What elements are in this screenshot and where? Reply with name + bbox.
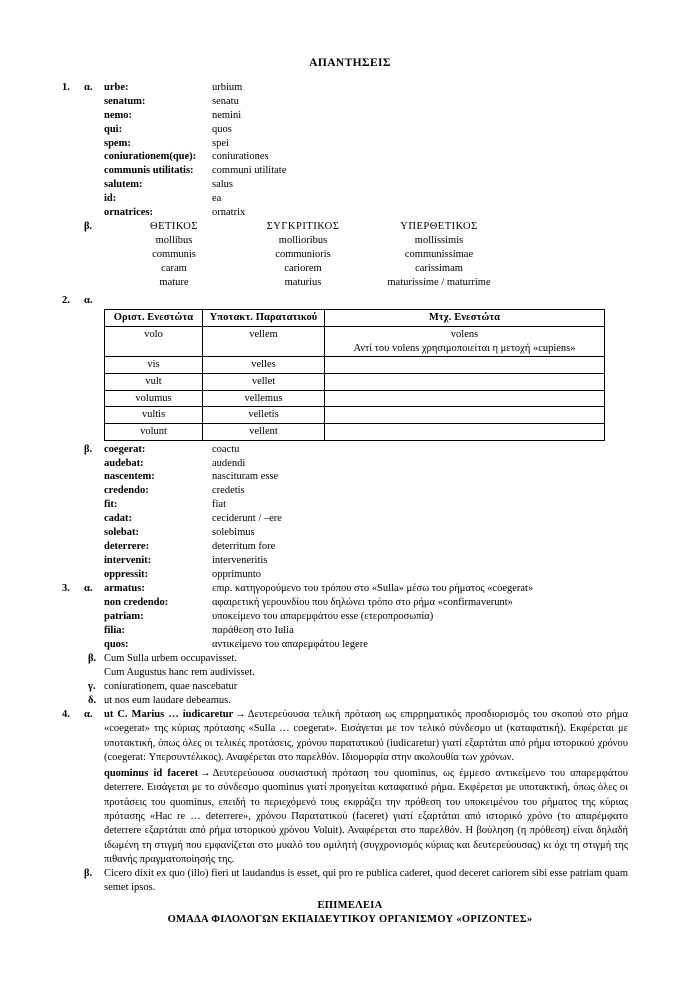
list-item — [104, 178, 628, 192]
term: senatum: — [104, 95, 146, 107]
column-header-indicative-present: Οριστ. Ενεστώτα — [105, 310, 203, 327]
cell-indicative: vult — [105, 374, 203, 391]
cell: carissimam — [415, 263, 463, 275]
term: salutem: — [104, 179, 143, 191]
cell: mollioribus — [278, 235, 328, 247]
list-item — [104, 540, 628, 554]
list-item — [104, 137, 628, 151]
q4a-paragraph-2 — [104, 767, 628, 867]
degrees-table — [110, 220, 510, 290]
answer-text: Cum Augustus hanc rem audivisset. — [104, 666, 255, 678]
column-header-positive: ΘΕΤΙΚΟΣ — [150, 221, 198, 233]
cell-indicative: vis — [105, 357, 203, 374]
answer-line — [84, 694, 628, 708]
question-3a-letter: α. — [84, 583, 93, 595]
answer-line — [84, 680, 628, 694]
term: qui: — [104, 123, 123, 135]
question-1b-letter: β. — [84, 221, 93, 233]
question-2 — [62, 294, 628, 307]
list-item — [104, 526, 628, 540]
column-header-present-participle: Μτχ. Ενεστώτα — [325, 310, 605, 327]
cell: mollibus — [155, 235, 193, 247]
cell: maturissime / maturrime — [387, 277, 491, 289]
gloss: παράθεση στο Iulia — [212, 624, 294, 636]
question-4a-letter: α. — [84, 709, 93, 721]
cell: mature — [159, 277, 189, 289]
gloss: ea — [212, 193, 222, 205]
cell: communis — [152, 249, 196, 261]
answer-text: coniurationem, quae nascebatur — [104, 681, 238, 692]
table-row — [105, 390, 605, 407]
term: non credendo: — [104, 597, 169, 609]
term: credendo: — [104, 485, 149, 497]
gloss: spei — [212, 137, 229, 149]
arrow-icon: → — [200, 768, 211, 780]
list-item — [104, 81, 628, 95]
gloss: ceciderunt / –ere — [212, 513, 282, 525]
arrow-icon: → — [235, 709, 246, 721]
table-row — [110, 276, 510, 290]
column-header-comparative: ΣΥΓΚΡΙΤΙΚΟΣ — [266, 221, 340, 233]
list-item — [104, 457, 628, 471]
table-row — [110, 234, 510, 248]
gloss: coactu — [212, 443, 240, 455]
cell-participle — [325, 327, 605, 357]
term: coniurationem(que): — [104, 151, 197, 163]
q3a-syntax-list — [104, 582, 628, 652]
list-item — [104, 512, 628, 526]
gloss: αφαιρετική γερουνδίου που δηλώνει τρόπο στο ρήμα «confirmaverunt» — [212, 597, 513, 609]
cell-indicative: volo — [105, 327, 203, 357]
table-row — [110, 248, 510, 262]
term: deterrere: — [104, 541, 150, 553]
answer-text: Cum Sulla urbem occupavisset. — [104, 652, 237, 664]
question-4b — [62, 867, 628, 896]
q1a-word-list — [104, 81, 628, 221]
question-4-number: 4. — [62, 709, 70, 721]
list-item — [104, 554, 628, 568]
gloss: senatu — [212, 95, 239, 107]
term: cadat: — [104, 513, 132, 525]
cell-subjunctive: vellet — [203, 374, 325, 391]
question-2-number: 2. — [62, 295, 70, 307]
table-row — [105, 423, 605, 440]
question-3c-letter: γ. — [88, 681, 96, 692]
list-item — [104, 624, 628, 638]
cell-participle — [325, 374, 605, 391]
gloss: deterritum fore — [212, 541, 276, 553]
list-item — [104, 150, 628, 164]
paragraph-text: Δευτερεύουσα ουσιαστική πρόταση του quominus, ως έμμεσο αντικείμενο του απαρεμφάτου deterrere. Εισάγεται με το σύνδεσμο quominus γιατί προηγείται καταφατικό ρήμα. Εκφέρεται με υποτακτική, όπως όλες οι προτάσεις του quominus, επειδή το περιεχόμενό τους εκφράζει την πρόθεση του υποκειμένου του ρήματος της κύριας πρότασης «Hac re … deterrere», χρόνου Παρατατικού (faceret) γιατί εξαρτάται από ιστορικό χρόνο (το απαρέμφατο deterrere εξαρτάται από ρήμα ιστορικού χρόνου Voluit). Αναφέρεται στο παρελθόν. Η βούληση (η πρόθεση) είναι δηλαδή ιδωμένη τη στιγμή που εμφανίζεται στο μυαλό του ομιλητή (συγχρονισμός κύριας και δευτερεύουσας) κι όχι τη στιγμή της πιθανής πραγματοποίησής της. — [104, 768, 628, 865]
participle-form: volens — [450, 329, 479, 341]
list-item — [104, 638, 628, 652]
footer-line-1: ΕΠΙΜΕΛΕΙΑ — [317, 899, 383, 911]
gloss: fiat — [212, 499, 226, 511]
question-3d-letter: δ. — [88, 695, 97, 707]
column-header-superlative: ΥΠΕΡΘΕΤΙΚΟΣ — [400, 221, 478, 233]
gloss: interveneritis — [212, 555, 268, 567]
footer-line-2: ΟΜΑΔΑ ΦΙΛΟΛΟΓΩΝ ΕΚΠΑΙΔΕΥΤΙΚΟΥ ΟΡΓΑΝΙΣΜΟΥ «ΟΡΙΖΟΝΤΕΣ» — [167, 914, 533, 926]
list-item — [104, 470, 628, 484]
gloss: opprimunto — [212, 569, 261, 581]
cell: caram — [161, 263, 187, 275]
cell-subjunctive: vellem — [203, 327, 325, 357]
table-row — [105, 357, 605, 374]
term: spem: — [104, 137, 131, 149]
question-2a-letter: α. — [84, 295, 93, 307]
question-2a-table-wrap — [62, 307, 628, 440]
table-row — [110, 262, 510, 276]
table-header-row — [110, 220, 510, 234]
list-item — [104, 443, 628, 457]
footer-credits — [0, 899, 700, 928]
gloss: salus — [212, 179, 233, 191]
page-title: ΑΠΑΝΤΗΣΕΙΣ — [309, 57, 391, 69]
list-item — [104, 498, 628, 512]
cell-subjunctive: velles — [203, 357, 325, 374]
list-item — [104, 582, 628, 596]
lemma: quominus id faceret — [104, 768, 199, 780]
term: ornatrices: — [104, 207, 153, 219]
list-item — [104, 192, 628, 206]
q4b-answer-text: Cicero dixit ex quo (illo) fieri ut laudandus is esset, qui pro re publica caderet, quod deceret cariorem sibi esse patriam quam semet ipsos. — [104, 868, 628, 894]
cell-indicative: vultis — [105, 407, 203, 424]
question-4 — [62, 708, 628, 867]
question-2b — [62, 443, 628, 583]
term: nemo: — [104, 109, 132, 121]
cell: mollissimis — [414, 235, 464, 247]
table-row — [105, 407, 605, 424]
question-3-number: 3. — [62, 583, 70, 595]
question-2b-letter: β. — [84, 443, 93, 455]
gloss: quos — [212, 123, 232, 135]
gloss: αντικείμενο του απαρεμφάτου legere — [212, 638, 368, 650]
list-item — [104, 596, 628, 610]
list-item — [104, 610, 628, 624]
cell-indicative: volumus — [105, 390, 203, 407]
term: audebat: — [104, 457, 144, 469]
list-item — [104, 206, 628, 220]
question-3 — [62, 582, 628, 652]
cell: communioris — [275, 249, 331, 261]
gloss: ornatrix — [212, 207, 246, 219]
answer-line — [84, 652, 628, 666]
q4a-paragraph-1 — [104, 708, 628, 765]
list-item — [104, 109, 628, 123]
gloss: solebimus — [212, 527, 255, 539]
question-3b — [62, 652, 628, 708]
cell-participle — [325, 390, 605, 407]
question-4b-letter: β. — [84, 868, 93, 880]
term: filia: — [104, 624, 125, 636]
cell-subjunctive: vellemus — [203, 390, 325, 407]
list-item — [104, 164, 628, 178]
cell-subjunctive: velletis — [203, 407, 325, 424]
cell-participle — [325, 423, 605, 440]
gloss: audendi — [212, 457, 246, 469]
table-row — [105, 374, 605, 391]
cell: cariorem — [284, 263, 322, 275]
gloss: υποκείμενο του απαρεμφάτου esse (ετεροπροσωπία) — [212, 611, 434, 623]
gloss: communi utilitate — [212, 165, 287, 177]
q2b-word-list — [104, 443, 628, 583]
term: nascentem: — [104, 471, 155, 483]
term: fit: — [104, 499, 118, 511]
table-header-row — [105, 310, 605, 327]
question-1a-letter: α. — [84, 81, 93, 93]
term: patriam: — [104, 611, 144, 623]
cell: communissimae — [404, 249, 474, 261]
list-item — [104, 123, 628, 137]
gloss: urbium — [212, 81, 243, 93]
answer-line — [84, 666, 628, 680]
list-item — [104, 568, 628, 582]
column-header-subjunctive-imperfect: Υποτακτ. Παρατατικού — [203, 310, 325, 327]
list-item — [104, 484, 628, 498]
question-3b-letter: β. — [88, 652, 97, 664]
term: urbe: — [104, 81, 129, 93]
gloss: credetis — [212, 485, 245, 497]
term: intervenit: — [104, 555, 152, 567]
gloss: nemini — [212, 109, 242, 121]
term: communis utilitatis: — [104, 165, 194, 177]
question-1b — [62, 220, 628, 290]
cell-participle — [325, 357, 605, 374]
cell: maturius — [284, 277, 322, 289]
gloss: επιρ. κατηγορούμενο του τρόπου στο «Sulla» μέσω του ρήματος «coegerat» — [212, 583, 534, 595]
term: quos: — [104, 638, 129, 650]
gloss: nascituram esse — [212, 471, 279, 483]
cell-subjunctive: vellent — [203, 423, 325, 440]
cell-participle — [325, 407, 605, 424]
answer-text: ut nos eum laudare debeamus. — [104, 695, 231, 707]
question-1 — [62, 81, 628, 221]
term: solebat: — [104, 527, 139, 539]
term: oppressit: — [104, 569, 149, 581]
cell-indicative: volunt — [105, 423, 203, 440]
lemma: ut C. Marius … iudicaretur — [104, 709, 234, 721]
list-item — [104, 95, 628, 109]
term: armatus: — [104, 583, 145, 595]
question-1-number: 1. — [62, 81, 70, 93]
table-row — [105, 327, 605, 357]
gloss: coniurationes — [212, 151, 269, 163]
paragraph-text: Δευτερεύουσα τελική πρόταση ως επιρρηματικός προσδιορισμός του σκοπού στο ρήμα «coegerat» της κύριας πρότασης «Sulla … coegerat». Εισάγεται με τον τελικό σύνδεσμο ut (καταφατική). Εκφέρεται με υποτακτική, όπως όλες οι τελικές προτάσεις, χρόνου παρατατικού (iudicaretur) γιατί εξαρτάται από ρήμα ιστορικού χρόνου (coegerat: Υπερσυντέλικος). Αναφέρεται στο παρελθόν. Ιδιομορφία στην ακολουθία των χρόνων. — [104, 709, 628, 763]
volo-conjugation-table — [104, 309, 605, 440]
term: id: — [104, 193, 117, 205]
term: coegerat: — [104, 443, 146, 455]
participle-note: Αντί του volens χρησιμοποιείται η μετοχή «cupiens» — [353, 342, 576, 354]
